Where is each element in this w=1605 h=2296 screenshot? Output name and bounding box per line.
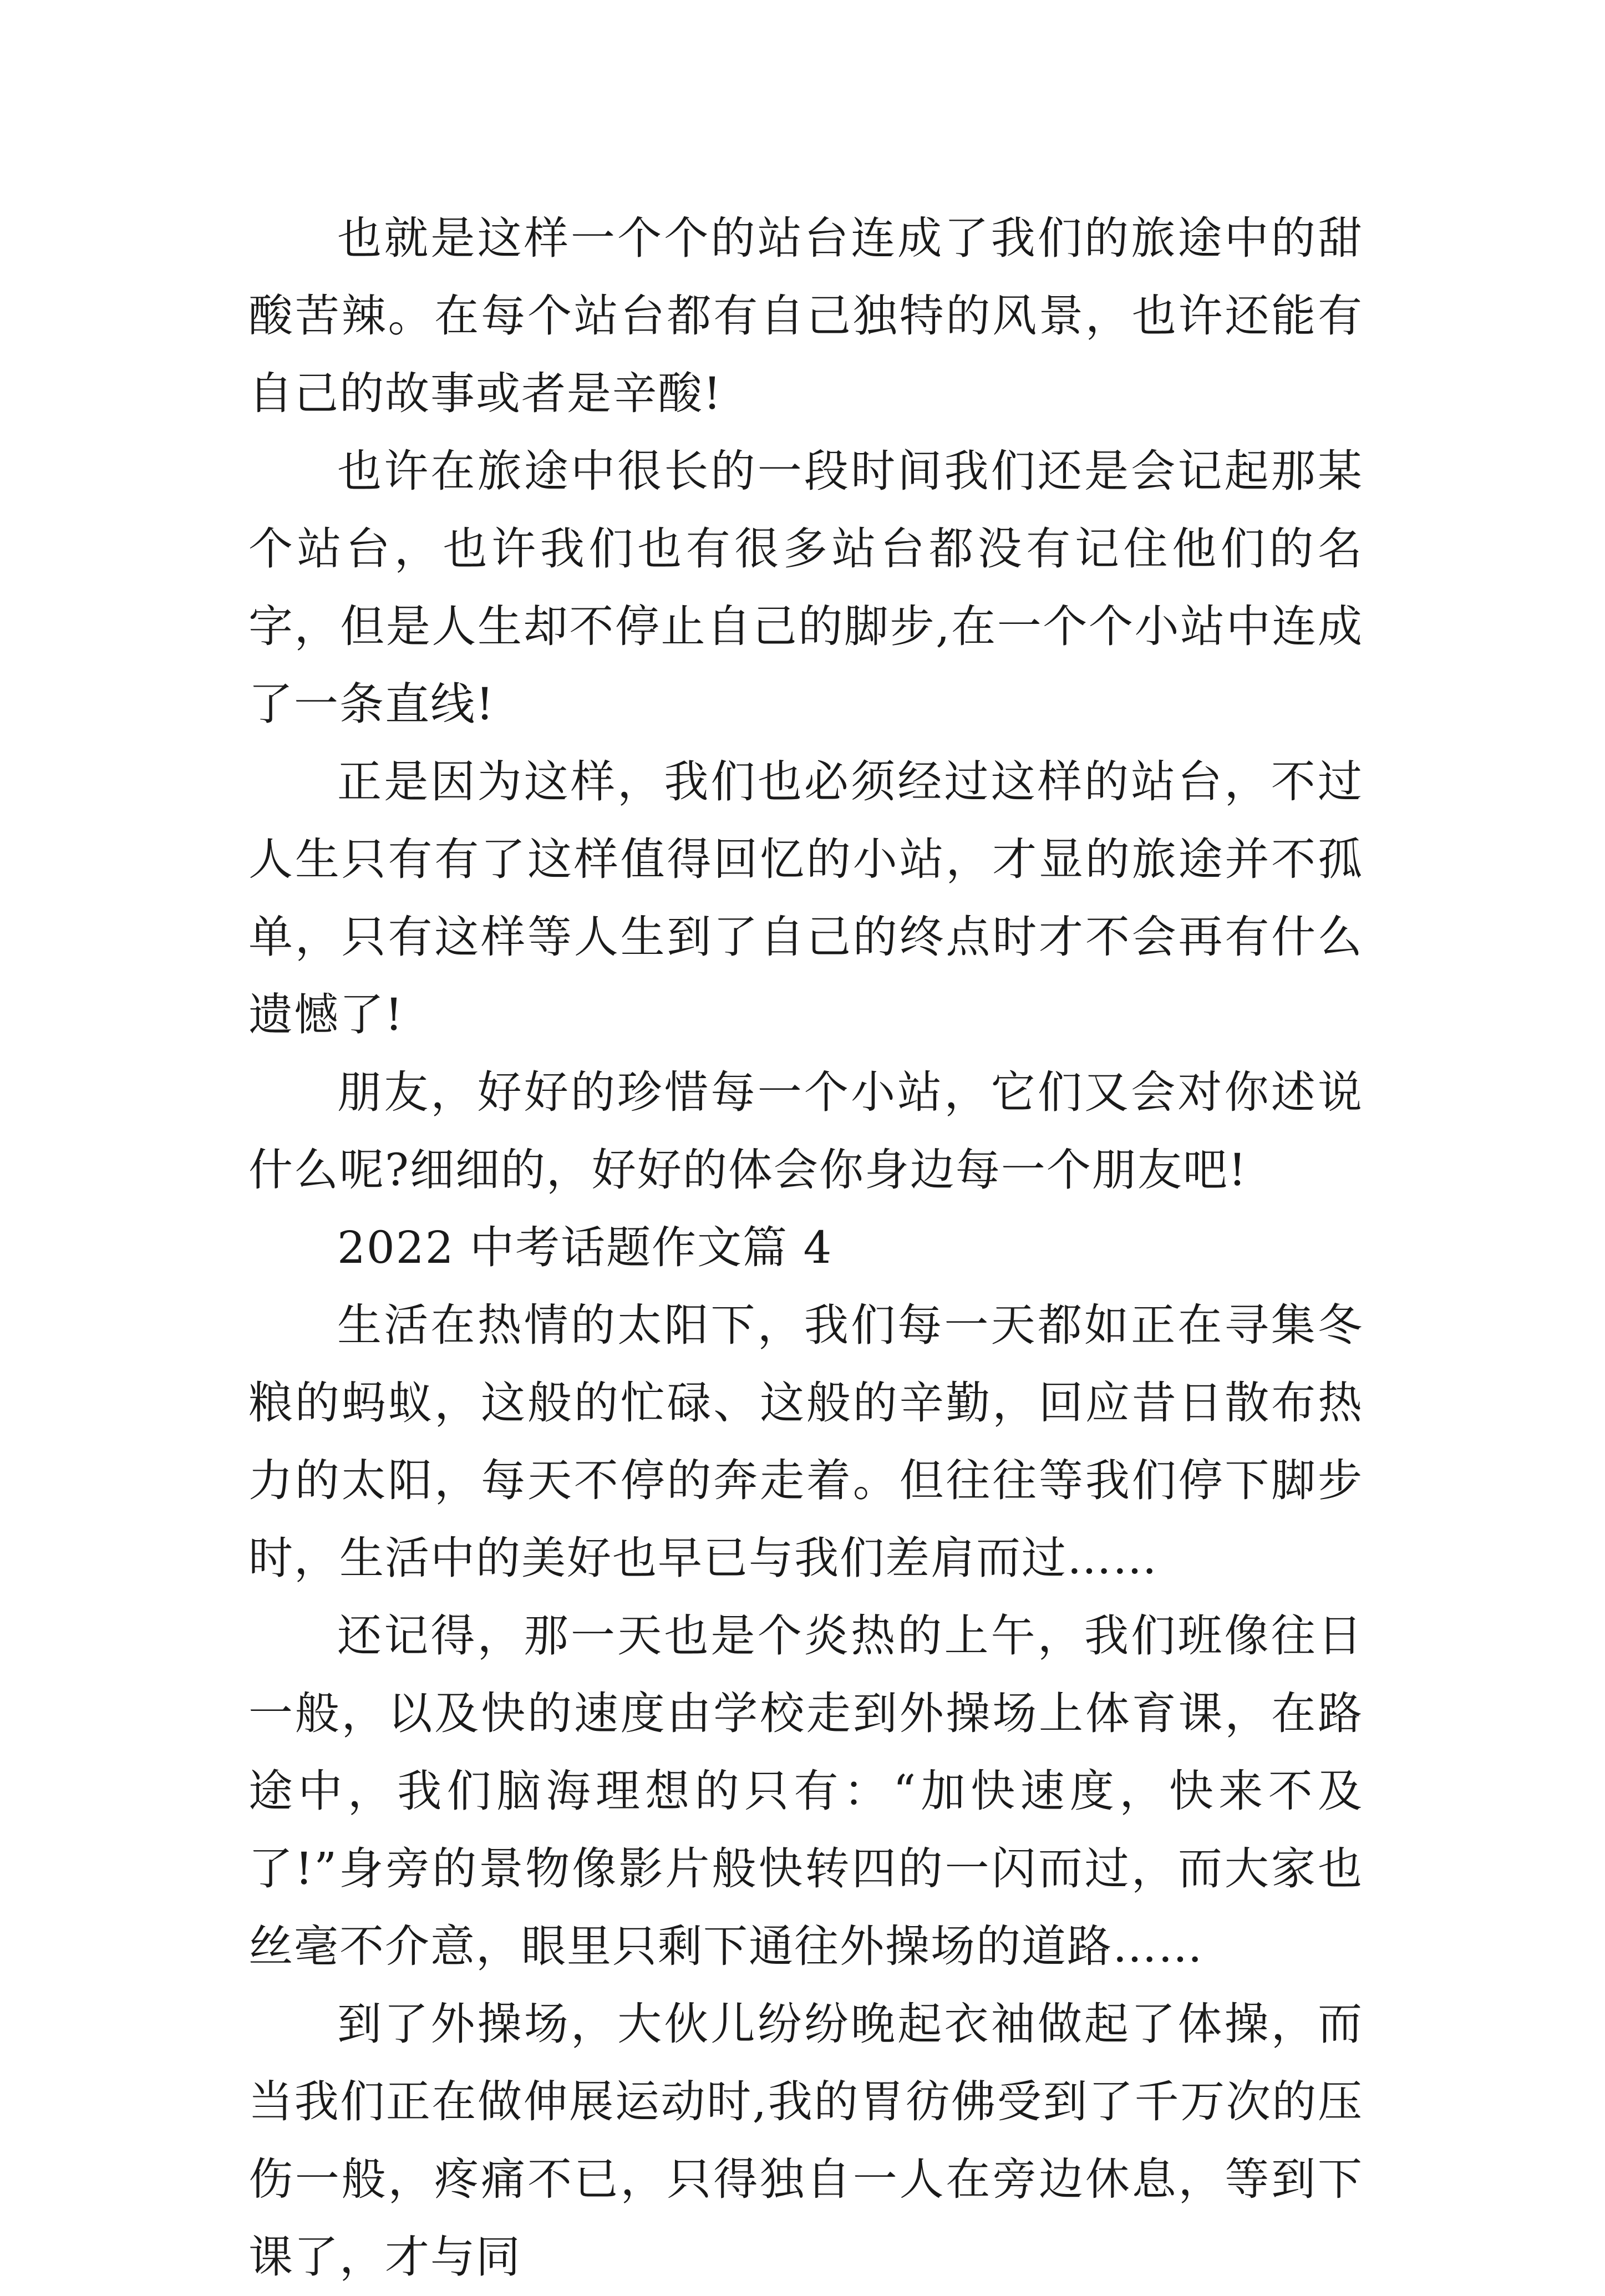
paragraph: 也就是这样一个个的站台连成了我们的旅途中的甜酸苦辣。在每个站台都有自己独特的风景，也许还能有自己的故事或者是辛酸!	[248, 212, 1363, 419]
paragraph: 朋友，好好的珍惜每一个小站，它们又会对你述说什么呢?细细的，好好的体会你身边每一个朋友吧!	[248, 1066, 1363, 1196]
paragraph: 到了外操场，大伙儿纷纷晚起衣袖做起了体操，而当我们正在做伸展运动时,我的胃彷佛受到了千万次的压伤一般，疼痛不已，只得独自一人在旁边休息，等到下课了，才与同	[248, 1998, 1363, 2283]
paragraph: 正是因为这样，我们也必须经过这样的站台，不过人生只有有了这样值得回忆的小站，才显的旅途并不孤单，只有这样等人生到了自己的终点时才不会再有什么遗憾了!	[248, 756, 1363, 1040]
paragraph: 也许在旅途中很长的一段时间我们还是会记起那某个站台，也许我们也有很多站台都没有记住他们的名字，但是人生却不停止自己的脚步,在一个个小站中连成了一条直线!	[248, 445, 1363, 730]
section-heading: 2022 中考话题作文篇 4	[337, 1222, 833, 1273]
paragraph: 生活在热情的太阳下，我们每一天都如正在寻集冬粮的蚂蚁，这般的忙碌、这般的辛勤，回应昔日散布热力的太阳，每天不停的奔走着。但往往等我们停下脚步时，生活中的美好也早已与我们差肩而过……	[248, 1299, 1363, 1584]
paragraph: 还记得，那一天也是个炎热的上午，我们班像往日一般，以及快的速度由学校走到外操场上体育课，在路途中，我们脑海理想的只有：“加快速度，快来不及了!”身旁的景物像影片般快转四的一闪而过，而大家也丝毫不介意，眼里只剩下通往外操场的道路……	[248, 1610, 1363, 1972]
essay-body	[248, 200, 1363, 2296]
